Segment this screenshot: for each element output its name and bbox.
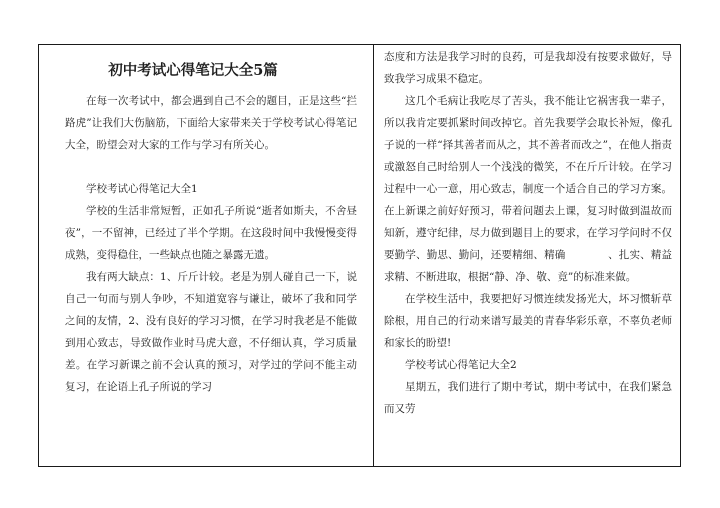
section1-paragraph-2: 我有两大缺点：1、斤斤计较。老是为别人碰自己一下，说自己一句而与别人争吵，不知道宽容与谦让，破坏了我和同学之间的友情，2、没有良好的学习习惯，在学习时我老是不能做到用心致志，导致做作业时马虎大意，不仔细认真，学习质量差。在学习新课之前不会认真的预习，对学过的学问不能主动复习，在论语上孔子所说的学习 <box>65 271 357 393</box>
paragraph-4: 在学校生活中，我要把好习惯连续发扬光大，坏习惯斩草除根，用自己的行动来谱写最美的青春华彩乐章，不辜负老师和家长的盼望! <box>384 293 672 349</box>
right-column <box>384 46 672 420</box>
intro-paragraph: 在每一次考试中，都会遇到自己不会的题目，正是这些“拦路虎”让我们大伤脑筋，下面给大家带来关于学校考试心得笔记大全，盼望会对大家的工作与学习有所关心。 <box>65 95 357 151</box>
section2-paragraph-1: 星期五，我们进行了期中考试，期中考试中，在我们紧急而又劳 <box>384 381 672 415</box>
paragraph-3: 这几个毛病让我吃尽了苦头，我不能让它祸害我一辈子，所以我肯定要抓紧时间改掉它。首先我要学会取长补短，像孔子说的一样“择其善者而从之，其不善者而改之”，在他人指责或激怒自己时给别人一个浅浅的微笑，不在斤斤计较。在学习过程中一心一意，用心致志，制度一个适合自己的学习方案。在上新课之前好好预习，带着问题去上课，复习时做到温故而知新，遵守纪律，尽力做到题目上的要求，在学习学问时不仅要勤学、勤思、勤问，还要精细、精确 、扎实、精益求精、不断进取，根据“静、净、敬、竟”的标准来做。 <box>384 95 672 283</box>
document-title: 初中考试心得笔记大全5篇 <box>108 62 278 79</box>
left-column <box>65 60 357 398</box>
section2-heading: 学校考试心得笔记大全2 <box>405 359 517 371</box>
section1-heading: 学校考试心得笔记大全1 <box>86 183 198 195</box>
spacer <box>65 156 357 178</box>
continued-paragraph: 态度和方法是我学习时的良药，可是我却没有按要求做好，导致我学习成果不稳定。 <box>384 51 672 85</box>
column-divider <box>373 44 374 467</box>
section1-paragraph-1: 学校的生活非常短暂，正如孔子所说“逝者如斯夫，不舍昼夜”，一不留神，已经过了半个学期。在这段时间中我慢慢变得成熟，变得稳住，一些缺点也随之暴露无遗。 <box>65 205 357 261</box>
